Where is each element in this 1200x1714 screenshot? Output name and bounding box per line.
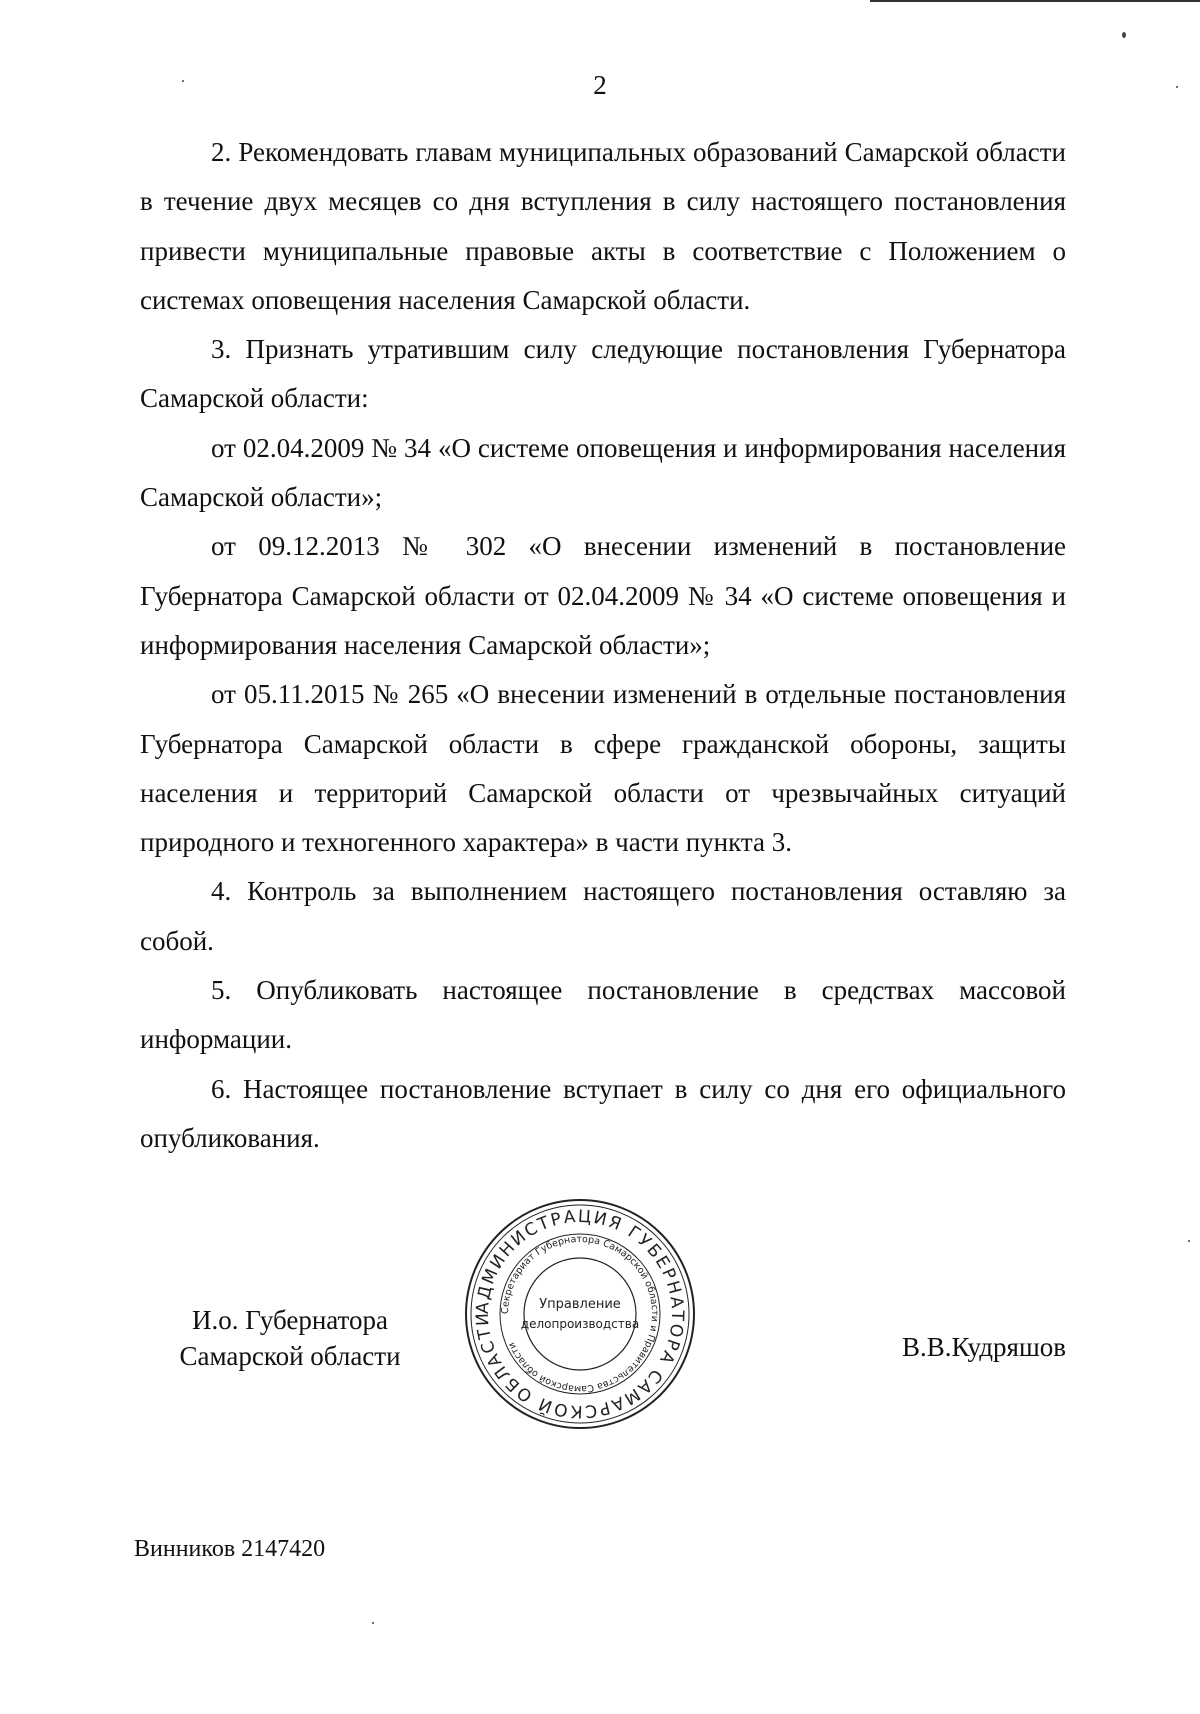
stamp-inner-ring bbox=[524, 1258, 636, 1370]
executor-footer: Винников 2147420 bbox=[134, 1536, 326, 1562]
official-stamp bbox=[462, 1196, 698, 1432]
scan-speck bbox=[182, 80, 184, 82]
scan-speck bbox=[1176, 86, 1178, 88]
stamp-inner-text: Секретариат Губернатора Самарской области и Правительства Самарской области bbox=[499, 1233, 661, 1395]
scan-speck bbox=[1122, 32, 1126, 38]
signatory-title bbox=[140, 1302, 440, 1374]
scan-speck bbox=[372, 1622, 374, 1624]
paragraph-2-recommend: 2. Рекомендовать главам муниципальных образований Самарской области в течение двух месяцев со дня вступления в силу настоящего постановления привести муниципальные правовые акты в соответствие с Положением о системах оповещения населения Самарской области. bbox=[140, 137, 1066, 315]
revoked-act-2013: от 09.12.2013 № 302 «О внесении изменений в постановление Губернатора Самарской области от 02.04.2009 № 34 «О системе оповещения и информирования населения Самарской области»; bbox=[140, 531, 1066, 660]
paragraph-4-control: 4. Контроль за выполнением настоящего постановления оставляю за собой. bbox=[140, 876, 1066, 956]
stamp-outer-text: АДМИНИСТРАЦИЯ ГУБЕРНАТОРА САМАРСКОЙ ОБЛАСТИ bbox=[472, 1206, 688, 1422]
scan-edge-line bbox=[870, 0, 1200, 2]
document-body bbox=[140, 128, 1066, 1163]
scan-speck bbox=[1188, 1240, 1190, 1242]
signatory-name: В.В.Кудряшов bbox=[902, 1332, 1066, 1362]
signatory-title-line2: Самарской области bbox=[179, 1341, 401, 1371]
stamp-center-line1: Управление bbox=[539, 1297, 621, 1312]
stamp-center-line2: делопроизводства bbox=[520, 1317, 640, 1331]
revoked-act-2015: от 05.11.2015 № 265 «О внесении изменений в отдельные постановления Губернатора Самарской области в сфере гражданской обороны, защиты населения и территорий Самарской области от чрезвычайных ситуаций природного и техногенного характера» в части пункта 3. bbox=[140, 679, 1066, 858]
paragraph-3-revoke: 3. Признать утратившим силу следующие постановления Губернатора Самарской области: bbox=[140, 334, 1066, 414]
paragraph-5-publish: 5. Опубликовать настоящее постановление в средствах массовой информации. bbox=[140, 975, 1066, 1055]
page-number: 2 bbox=[593, 70, 607, 100]
signatory-title-line1: И.о. Губернатора bbox=[191, 1305, 388, 1335]
paragraph-6-effective: 6. Настоящее постановление вступает в силу со дня его официального опубликования. bbox=[140, 1073, 1066, 1153]
revoked-act-2009: от 02.04.2009 № 34 «О системе оповещения и информирования населения Самарской области»; bbox=[140, 432, 1066, 513]
